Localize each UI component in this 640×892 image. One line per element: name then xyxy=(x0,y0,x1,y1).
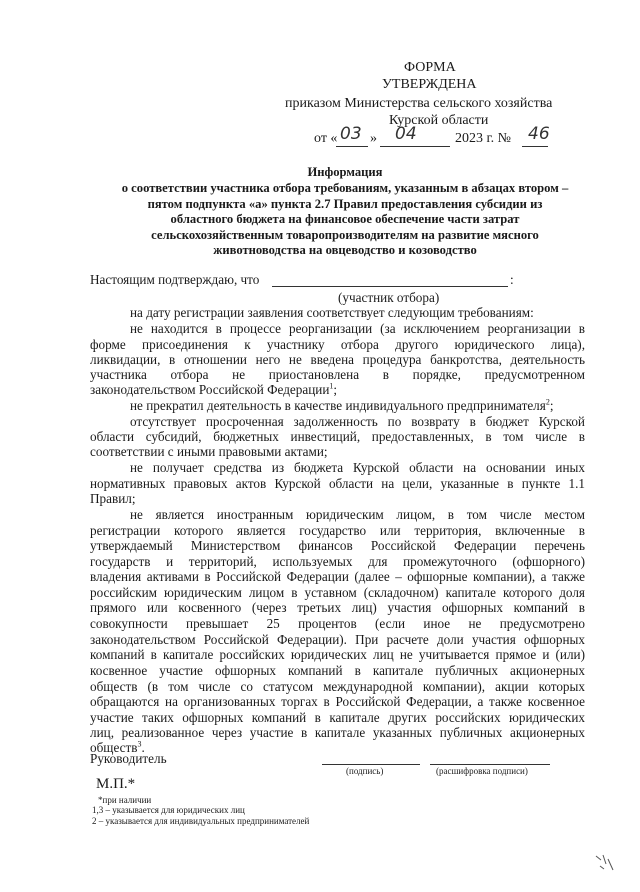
decode-caption: (расшифровка подписи) xyxy=(436,766,528,776)
day-underline xyxy=(336,146,368,147)
body-line: российским юридическим лицом в уставном (складочном) капитале которого доля xyxy=(90,585,585,600)
signature-caption: (подпись) xyxy=(346,766,384,776)
body-line: обращаются на организованных торгах в Российской Федерации, а также косвенное xyxy=(90,694,585,709)
body-line: ликвидации, в отношении него не введена процедура банкротства, деятельность xyxy=(90,352,585,367)
body-line: соответствии с иными правовыми актами; xyxy=(90,444,328,459)
body-line: лиц, реализованное через участие в капитале указанных публичных акционерных xyxy=(90,725,585,740)
footnote-entrepreneur: 2 – указывается для индивидуальных предпринимателей xyxy=(92,816,310,826)
body-line: регистрации которого является государство или территория, включенные в xyxy=(90,523,585,538)
body-line: утверждаемый Министерством финансов Российской Федерации перечень xyxy=(90,538,585,553)
body-line: законодательством Российской Федерации$^1$; xyxy=(90,381,338,397)
month-underline xyxy=(380,146,450,147)
body-line: отсутствует просроченная задолженность по возврату в бюджет Курской xyxy=(130,414,585,429)
body-line: государств и территорий, используемых для промежуточного (офшорного) xyxy=(90,554,585,569)
body-line: обществ (в том числе со статусом международной компании), акции которых xyxy=(90,679,585,694)
year-number-text: 2023 г. № xyxy=(455,131,512,146)
body-line: не находится в процессе реорганизации (за исключением реорганизации в xyxy=(130,321,585,336)
body-line: владения активами в Российской Федерации (далее – офшорные компании), а также xyxy=(90,569,585,584)
body-line: не получает средства из бюджета Курской области на основании иных xyxy=(130,460,585,475)
body-line: участника отбора не приостановлена в порядке, предусмотренном xyxy=(90,367,585,382)
scan-mark xyxy=(594,852,618,874)
title-line-3: пятом подпункта «а» пункта 2.7 Правил предоставления субсидии из xyxy=(147,197,543,211)
body-line: совокупности превышает 25 процентов (если иное не предусмотрено xyxy=(90,616,585,631)
body-line: области субсидий, бюджетных инвестиций, предоставленных, в том числе в xyxy=(90,429,585,444)
body-line: законодательством Российской Федерации). При расчете доли участия офшорных xyxy=(90,632,585,647)
body-line: косвенное участие офшорных компаний в капитале публичных акционерных xyxy=(90,663,585,678)
body-line: Правил; xyxy=(90,491,136,506)
body-line: компаний в капитале российских юридических лиц не учитывается прямое и (или) xyxy=(90,647,585,662)
number-underline xyxy=(522,146,548,147)
body-line: обществ$^3$. xyxy=(90,739,145,755)
order-line: приказом Министерства сельского хозяйства xyxy=(285,96,553,111)
footnote-legal: 1,3 – указывается для юридических лиц xyxy=(92,805,245,815)
region-line: Курской области xyxy=(389,113,489,128)
body-line: на дату регистрации заявления соответствует следующим требованиям: xyxy=(130,305,534,320)
participant-field-line xyxy=(272,286,508,287)
body-line: не прекратил деятельность в качестве индивидуального предпринимателя$^2$; xyxy=(130,397,554,413)
participant-caption: (участник отбора) xyxy=(338,290,440,305)
head-label: Руководитель xyxy=(90,751,167,766)
footnote-presence: *при наличии xyxy=(98,795,152,805)
body-line: не является иностранным юридическим лицом, в том числе местом xyxy=(130,507,585,522)
title-line-4: областного бюджета на финансовое обеспечение части затрат xyxy=(170,212,520,226)
order-number: 46 xyxy=(528,124,550,144)
confirm-colon: : xyxy=(510,272,514,287)
date-month: 04 xyxy=(395,124,417,144)
date-day: 03 xyxy=(340,124,362,144)
title-line-5: сельскохозяйственным товаропроизводителям на развитие мясного xyxy=(151,228,539,242)
confirm-text: Настоящим подтверждаю, что xyxy=(90,272,260,287)
decode-line xyxy=(430,764,550,765)
body-line: прямого или косвенного (через третьих лиц) участия офшорных компаний в xyxy=(90,600,585,615)
date-mid: » xyxy=(370,131,377,146)
stamp-mark: М.П.* xyxy=(96,776,136,792)
title-line-2: о соответствии участника отбора требованиям, указанным в абзацах втором – xyxy=(121,181,569,195)
approved-label: УТВЕРЖДЕНА xyxy=(382,77,477,92)
form-label: ФОРМА xyxy=(404,60,456,75)
title-line-6: животноводства на овцеводство и козоводство xyxy=(213,243,477,257)
date-prefix: от « xyxy=(314,131,338,146)
signature-line xyxy=(322,764,420,765)
body-line: форме присоединения к участнику отбора другого юридического лица), xyxy=(90,337,585,352)
body-line: нормативных правовых актов Курской области на цели, указанные в пункте 1.1 xyxy=(90,476,585,491)
body-line: участие таких офшорных компаний в капитале других российских юридических xyxy=(90,710,585,725)
title-line-1: Информация xyxy=(307,165,383,179)
